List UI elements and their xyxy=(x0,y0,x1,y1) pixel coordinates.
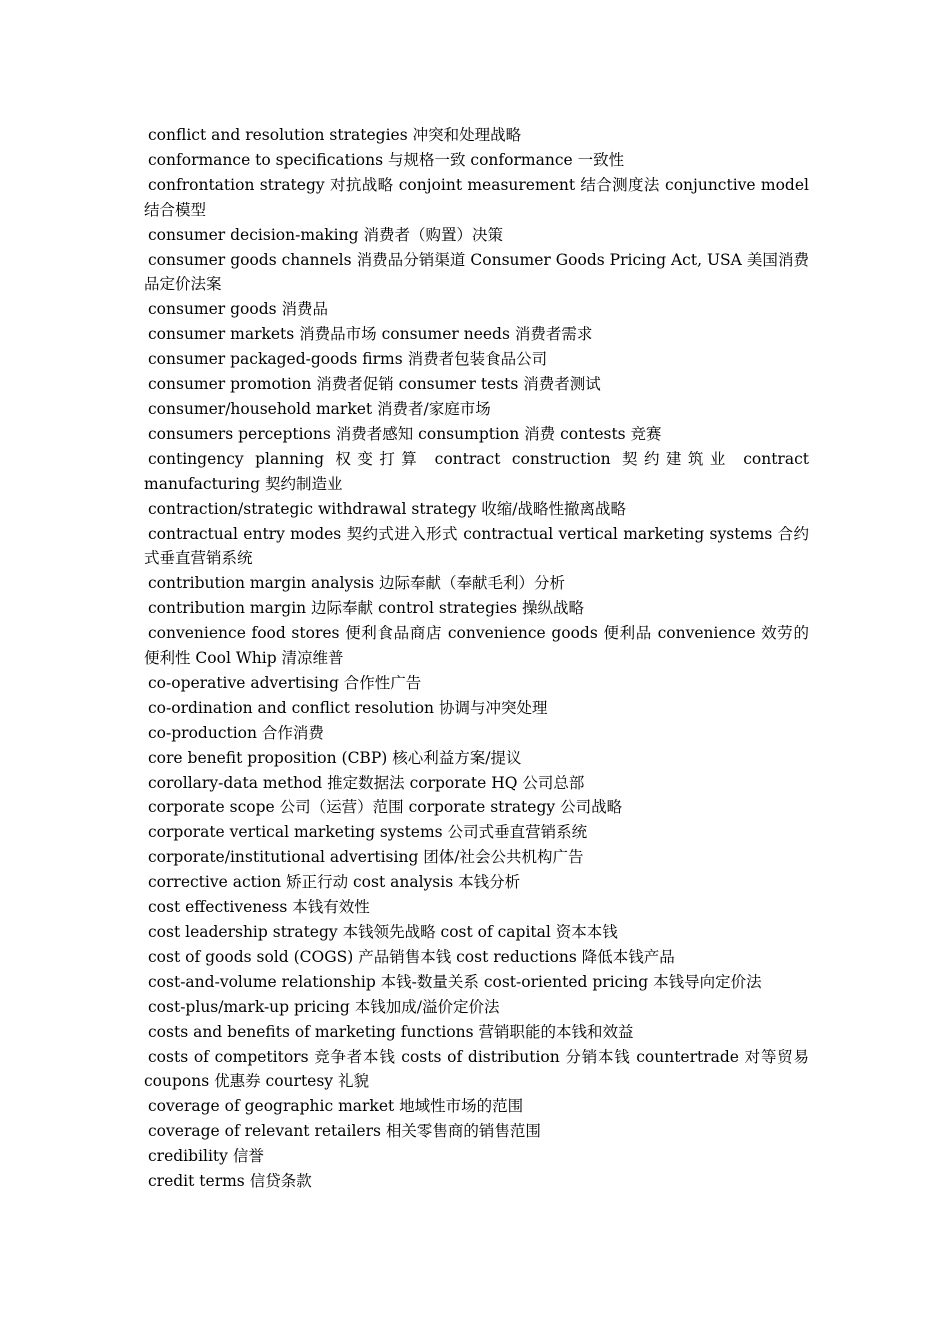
glossary-entry-10: consumers perceptions 消费者感知 consumption 消费 contests 竞赛 xyxy=(148,424,662,443)
glossary-entry-30: cost-plus/mark-up pricing 本钱加成/溢价定价法 xyxy=(148,997,500,1016)
glossary-entry-1: conformance to specifications 与规格一致 conformance 一致性 xyxy=(148,150,625,169)
glossary-entry-11: contingency planning 权变打算 contract construction 契约建筑业 contract manufacturing 契约制造业 xyxy=(144,449,809,493)
glossary-entry-24: corporate/institutional advertising 团体/社会公共机构广告 xyxy=(148,848,584,867)
glossary-entry-27: cost leadership strategy 本钱领先战略 cost of capital 资本本钱 xyxy=(148,923,618,941)
glossary-entry-20: core benefit proposition (CBP) 核心利益方案/提议 xyxy=(148,748,522,767)
glossary-entry-13: contractual entry modes 契约式进入形式 contractual vertical marketing systems 合约式垂直营销系统 xyxy=(144,524,809,568)
document-page xyxy=(144,123,809,1194)
glossary-entry-23: corporate vertical marketing systems 公司式垂直营销系统 xyxy=(148,823,588,842)
glossary-entry-33: coverage of geographic market 地域性市场的范围 xyxy=(148,1097,524,1116)
glossary-entry-26: cost effectiveness 本钱有效性 xyxy=(148,898,370,917)
glossary-entry-3: consumer decision-making 消费者（购置）决策 xyxy=(148,225,503,244)
glossary-entry-0: conflict and resolution strategies 冲突和处理战略 xyxy=(148,126,522,144)
glossary-entry-31: costs and benefits of marketing functions 营销职能的本钱和效益 xyxy=(148,1022,634,1041)
glossary-entry-19: co-production 合作消费 xyxy=(148,723,324,742)
glossary-entry-22: corporate scope 公司（运营）范围 corporate strategy 公司战略 xyxy=(148,798,623,817)
glossary-entry-6: consumer markets 消费品市场 consumer needs 消费者需求 xyxy=(148,325,593,344)
glossary-entry-12: contraction/strategic withdrawal strategy 收缩/战略性撤离战略 xyxy=(148,499,626,518)
glossary-entry-4: consumer goods channels 消费品分销渠道 Consumer Goods Pricing Act, USA 美国消费品定价法案 xyxy=(144,250,809,294)
glossary-entry-25: corrective action 矫正行动 cost analysis 本钱分析 xyxy=(148,873,521,892)
glossary-entry-5: consumer goods 消费品 xyxy=(148,300,329,319)
glossary-entry-35: credibility 信誉 xyxy=(148,1147,264,1166)
glossary-entry-15: contribution margin 边际奉献 control strategies 操纵战略 xyxy=(148,599,585,618)
glossary-entry-16: convenience food stores 便利食品商店 convenience goods 便利品 convenience 效劳的便利性 Cool Whip 清凉维普 xyxy=(144,624,809,668)
glossary-entry-21: corollary-data method 推定数据法 corporate HQ 公司总部 xyxy=(148,773,585,792)
glossary-entry-14: contribution margin analysis 边际奉献（奉献毛利）分析 xyxy=(148,574,566,593)
glossary-entry-28: cost of goods sold (COGS) 产品销售本钱 cost reductions 降低本钱产品 xyxy=(148,947,675,966)
glossary-entry-29: cost-and-volume relationship 本钱-数量关系 cost-oriented pricing 本钱导向定价法 xyxy=(148,972,762,991)
glossary-entry-17: co-operative advertising 合作性广告 xyxy=(148,673,422,692)
glossary-entry-34: coverage of relevant retailers 相关零售商的销售范围 xyxy=(148,1122,541,1141)
glossary-entry-7: consumer packaged-goods firms 消费者包装食品公司 xyxy=(148,350,548,369)
glossary-entry-8: consumer promotion 消费者促销 consumer tests 消费者测试 xyxy=(148,375,601,394)
glossary-entry-2: confrontation strategy 对抗战略 conjoint measurement 结合测度法 conjunctive model 结合模型 xyxy=(144,175,809,219)
glossary-entry-32: costs of competitors 竞争者本钱 costs of distribution 分销本钱 countertrade 对等贸易 coupons 优惠券 courtesy 礼貌 xyxy=(144,1047,809,1091)
glossary-entry-9: consumer/household market 消费者/家庭市场 xyxy=(148,399,491,418)
glossary-entry-36: credit terms 信贷条款 xyxy=(148,1172,312,1191)
glossary-entry-18: co-ordination and conflict resolution 协调与冲突处理 xyxy=(148,698,548,717)
